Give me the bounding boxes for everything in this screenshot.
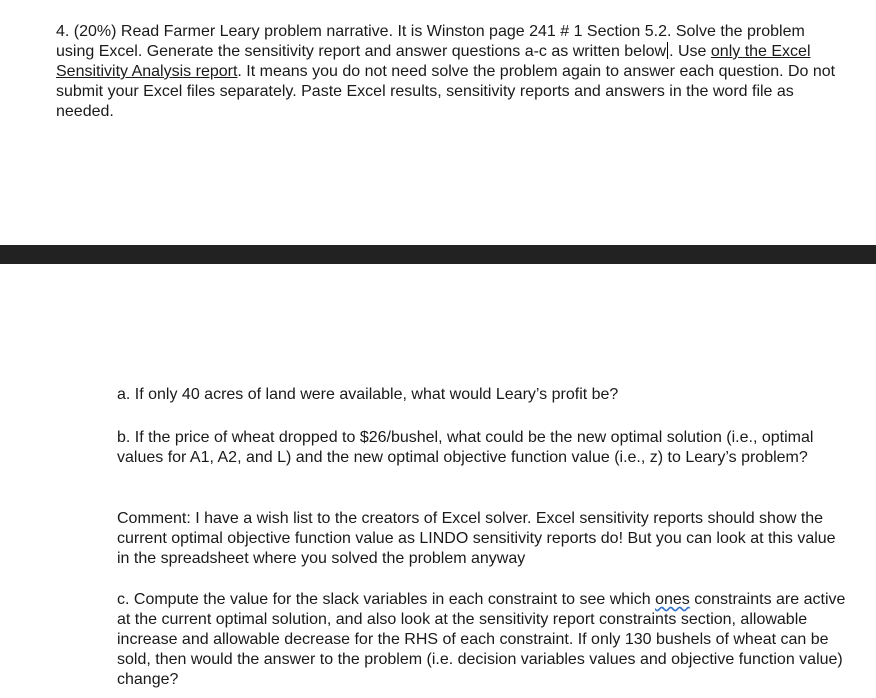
page-break-gap xyxy=(0,245,876,264)
question-text-part2: . Use xyxy=(669,43,711,60)
question-c-part1: c. Compute the value for the slack variables in each constraint to see which xyxy=(117,591,656,608)
question-b-text: b. If the price of wheat dropped to $26/bushel, what could be the new optimal solution (i.e., optimal values for A1, A2, and L) and the new optimal objective function value (i.e., z) to Leary’s problem? xyxy=(117,429,814,466)
comment-text: Comment: I have a wish list to the creators of Excel solver. Excel sensitivity reports should show the current optimal objective function value as LINDO sensitivity reports do! But you can look at this value in the spreadsheet where you solved the problem anyway xyxy=(117,510,836,567)
document-page-1 xyxy=(0,0,876,245)
question-text-part3: . It means you do not need solve the problem again to answer each question. Do not submit your Excel files separately. Paste Excel results, sensitivity reports and answers in the word file as needed. xyxy=(56,63,836,120)
grammar-flagged-word[interactable]: ones xyxy=(655,591,690,608)
question-text-part1: 4. (20%) Read Farmer Leary problem narrative. It is Winston page 241 # 1 Section 5.2. Solve the problem using Excel. Generate the sensitivity report and answer questions a-c as written below xyxy=(56,23,805,60)
question-c-part2: constraints are active at the current optimal solution, and also look at the sensitivity report constraints section, allowable increase and allowable decrease for the RHS of each constraint. If only 130 bushels of wheat can be sold, then would the answer to the problem (i.e. decision variables values and objective function value) change? xyxy=(117,591,846,688)
text-cursor xyxy=(667,42,668,59)
question-c-text xyxy=(117,590,847,690)
question-4-text xyxy=(56,22,846,122)
question-a-text: a. If only 40 acres of land were available, what would Leary’s profit be? xyxy=(117,386,619,403)
question-underlined-phrase: only the Excel Sensitivity Analysis report xyxy=(56,43,811,80)
